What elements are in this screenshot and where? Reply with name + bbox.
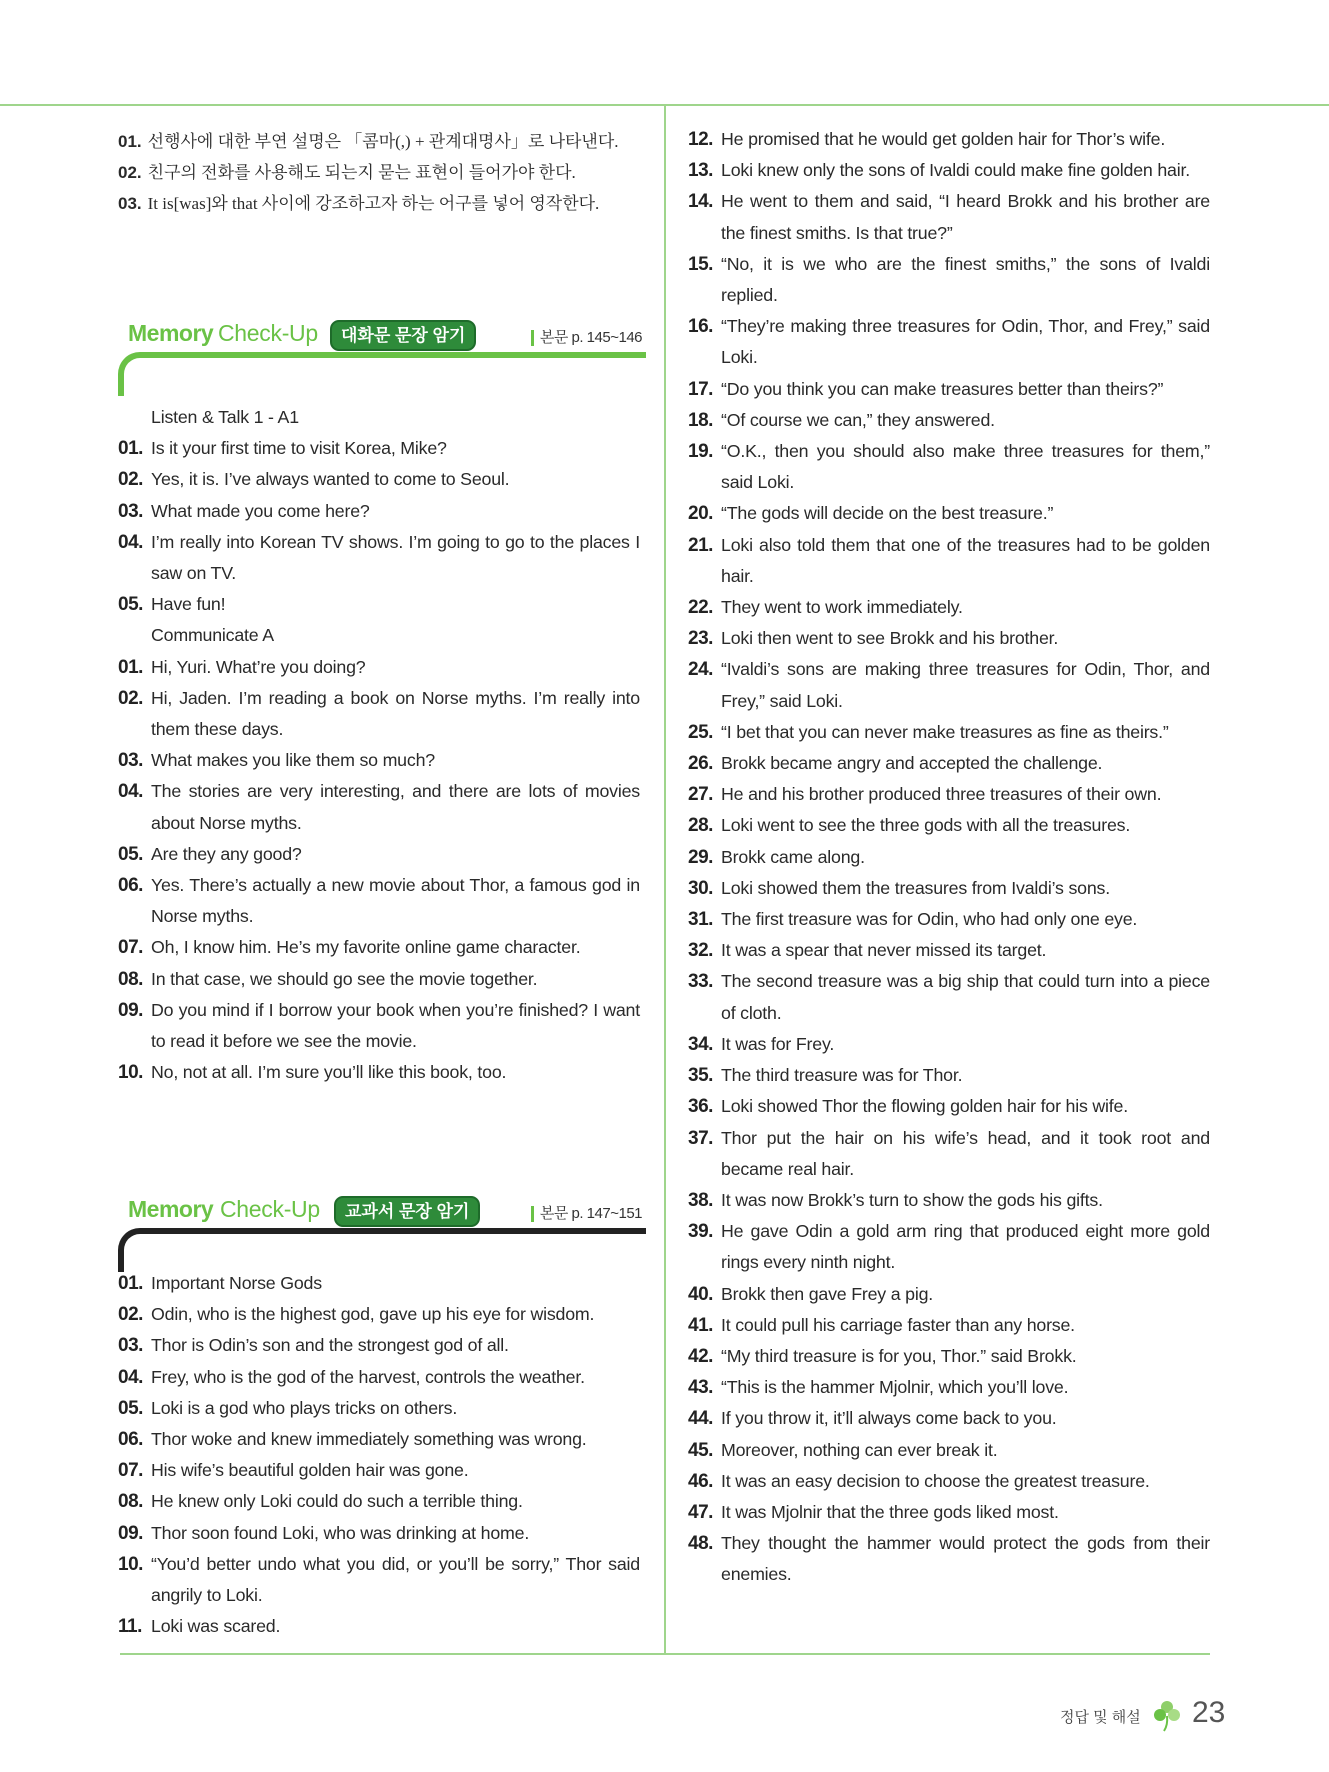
item-text: Odin, who is the highest god, gave up his eye for wisdom. <box>151 1304 595 1325</box>
list-item <box>688 1279 1210 1310</box>
checkup-label: Check-Up <box>220 1196 320 1222</box>
list-item <box>118 464 640 495</box>
item-text: In that case, we should go see the movie together. <box>151 968 538 989</box>
item-text: “My third treasure is for you, Thor.” said Brokk. <box>721 1345 1077 1366</box>
list-item <box>118 1268 640 1299</box>
list-item <box>118 1611 640 1642</box>
list-item <box>688 717 1210 748</box>
list-item <box>118 1393 640 1424</box>
section-header-textbook <box>128 1194 642 1228</box>
list-item <box>118 1330 640 1361</box>
item-number: 02. <box>118 687 143 709</box>
checkup-label: Check-Up <box>218 320 318 346</box>
column-divider <box>664 104 666 1654</box>
item-number: 42. <box>688 1345 713 1367</box>
item-text: It was for Frey. <box>721 1033 835 1054</box>
item-text: Yes. There’s actually a new movie about Thor, a famous god in Norse myths. <box>151 875 640 927</box>
section-header-dialogue <box>128 318 642 352</box>
list-item <box>688 623 1210 654</box>
list-item <box>118 776 640 838</box>
item-text: Loki knew only the sons of Ivaldi could make fine golden hair. <box>721 160 1190 181</box>
item-text: The stories are very interesting, and there are lots of movies about Norse myths. <box>151 781 640 833</box>
list-item <box>688 1123 1210 1185</box>
item-text: It was Mjolnir that the three gods liked most. <box>721 1501 1059 1522</box>
item-text: Loki was scared. <box>151 1616 281 1637</box>
item-text: Have fun! <box>151 594 226 615</box>
list-item <box>118 1486 640 1517</box>
item-number: 35. <box>688 1065 713 1087</box>
item-number: 06. <box>118 875 143 897</box>
item-number: 28. <box>688 815 713 837</box>
list-item <box>688 1185 1210 1216</box>
list-item <box>688 1528 1210 1590</box>
item-text: Loki showed Thor the flowing golden hair for his wife. <box>721 1096 1128 1117</box>
item-text: He and his brother produced three treasures of their own. <box>721 784 1162 805</box>
list-item <box>118 1424 640 1455</box>
item-text: Thor soon found Loki, who was drinking at home. <box>151 1522 530 1543</box>
item-text: Hi, Jaden. I’m reading a book on Norse myths. I’m really into them these days. <box>151 687 640 740</box>
item-text: The second treasure was a big ship that could turn into a piece of cloth. <box>721 971 1210 1023</box>
list-item <box>688 155 1210 186</box>
item-number: 15. <box>688 253 713 275</box>
list-item <box>118 1455 640 1486</box>
item-text: Thor woke and knew immediately something was wrong. <box>151 1429 587 1450</box>
item-number: 32. <box>688 940 713 962</box>
page-reference: 본문 p. 145~146 <box>531 330 642 346</box>
item-number: 03. <box>118 1335 143 1357</box>
list-item <box>688 810 1210 841</box>
item-number: 02. <box>118 469 143 491</box>
list-item <box>118 1362 640 1393</box>
item-text: What makes you like them so much? <box>151 750 435 771</box>
item-number: 09. <box>118 1522 143 1544</box>
list-item <box>118 932 640 963</box>
item-text: Loki then went to see Brokk and his brother. <box>721 628 1059 649</box>
item-text: Loki is a god who plays tricks on others. <box>151 1397 458 1418</box>
list-item <box>688 748 1210 779</box>
item-number: 07. <box>118 1460 143 1482</box>
list-item <box>688 592 1210 623</box>
list-item <box>688 1372 1210 1403</box>
item-number: 39. <box>688 1221 713 1243</box>
page-number: 23 <box>1192 1696 1226 1729</box>
item-text: Loki also told them that one of the treasures had to be golden hair. <box>721 534 1210 586</box>
item-number: 44. <box>688 1408 713 1430</box>
item-text: Frey, who is the god of the harvest, controls the weather. <box>151 1366 585 1387</box>
item-text: Brokk then gave Frey a pig. <box>721 1283 934 1304</box>
list-item <box>688 1091 1210 1122</box>
item-number: 47. <box>688 1501 713 1523</box>
item-number: 03. <box>118 750 143 772</box>
list-item <box>688 1497 1210 1528</box>
item-text: He went to them and said, “I heard Brokk and his brother are the finest smiths. Is that true?” <box>721 191 1210 243</box>
item-text: They went to work immediately. <box>721 597 963 618</box>
note-item: 01. 선행사에 대한 부연 설명은 「콤마(,) + 관계대명사」로 나타낸다. <box>118 132 619 151</box>
item-number: 41. <box>688 1314 713 1336</box>
item-number: 43. <box>688 1377 713 1399</box>
item-number: 46. <box>688 1470 713 1492</box>
item-text: He promised that he would get golden hair for Thor’s wife. <box>721 129 1166 149</box>
item-number: 27. <box>688 784 713 806</box>
item-number: 01. <box>118 656 143 678</box>
item-text: “I bet that you can never make treasures as fine as theirs.” <box>721 721 1169 742</box>
item-text: Moreover, nothing can ever break it. <box>721 1439 998 1460</box>
textbook-sentence-list-continued <box>688 124 1210 1591</box>
list-item <box>118 527 640 589</box>
item-text: He gave Odin a gold arm ring that produced eight more gold rings every ninth night. <box>721 1221 1210 1273</box>
list-item <box>688 1466 1210 1497</box>
item-number: 04. <box>118 1366 143 1388</box>
list-item <box>688 873 1210 904</box>
item-text: “Ivaldi’s sons are making three treasures for Odin, Thor, and Frey,” said Loki. <box>721 659 1210 711</box>
item-number: 16. <box>688 316 713 338</box>
item-number: 03. <box>118 500 143 522</box>
item-number: 01. <box>118 1273 143 1294</box>
item-number: 17. <box>688 378 713 400</box>
item-text: He knew only Loki could do such a terrible thing. <box>151 1491 523 1512</box>
item-text: The third treasure was for Thor. <box>721 1065 963 1086</box>
item-text: His wife’s beautiful golden hair was gone. <box>151 1460 469 1481</box>
item-number: 12. <box>688 129 713 150</box>
item-text: The first treasure was for Odin, who had only one eye. <box>721 909 1138 930</box>
item-text: It could pull his carriage faster than any horse. <box>721 1314 1075 1335</box>
item-text: Communicate A <box>151 625 274 646</box>
page-reference: 본문 p. 147~151 <box>531 1206 642 1222</box>
item-number: 19. <box>688 441 713 463</box>
item-number: 05. <box>118 594 143 616</box>
list-item <box>688 1403 1210 1434</box>
list-item <box>688 1310 1210 1341</box>
item-text: I’m really into Korean TV shows. I’m going to go to the places I saw on TV. <box>151 531 640 584</box>
list-item <box>688 124 1210 155</box>
list-item <box>688 1029 1210 1060</box>
item-number: 06. <box>118 1429 143 1451</box>
item-number: 21. <box>688 534 713 556</box>
dialogue-sentence-list <box>118 402 640 1088</box>
item-number: 34. <box>688 1033 713 1055</box>
item-text: It was now Brokk’s turn to show the gods his gifts. <box>721 1189 1103 1210</box>
item-text: Thor put the hair on his wife’s head, and it took root and became real hair. <box>721 1127 1210 1179</box>
item-number: 48. <box>688 1533 713 1555</box>
item-text: “Do you think you can make treasures better than theirs?” <box>721 378 1164 399</box>
list-item <box>688 311 1210 373</box>
item-number: 08. <box>118 1491 143 1513</box>
item-text: “O.K., then you should also make three treasures for them,” said Loki. <box>721 441 1210 493</box>
item-text: “This is the hammer Mjolnir, which you’ll love. <box>721 1377 1069 1398</box>
list-item <box>118 652 640 683</box>
subsection-title <box>118 402 640 433</box>
bottom-rule <box>120 1653 1210 1655</box>
list-item <box>688 1435 1210 1466</box>
item-number: 14. <box>688 191 713 213</box>
item-number: 25. <box>688 721 713 743</box>
list-item <box>688 1060 1210 1091</box>
item-number: 45. <box>688 1439 713 1461</box>
item-number: 26. <box>688 753 713 775</box>
list-item <box>118 433 640 464</box>
item-number: 20. <box>688 503 713 525</box>
item-text: Listen & Talk 1 - A1 <box>151 407 299 427</box>
item-number: 02. <box>118 1304 143 1326</box>
item-number: 13. <box>688 160 713 182</box>
section-badge: 대화문 문장 암기 <box>330 320 476 351</box>
item-text: “They’re making three treasures for Odin, Thor, and Frey,” said Loki. <box>721 316 1210 368</box>
item-number: 31. <box>688 909 713 931</box>
item-number: 04. <box>118 531 143 553</box>
list-item <box>688 1216 1210 1278</box>
item-text: Loki showed them the treasures from Ivaldi’s sons. <box>721 877 1110 898</box>
item-text: Oh, I know him. He’s my favorite online game character. <box>151 937 581 958</box>
item-text: “The gods will decide on the best treasure.” <box>721 503 1054 524</box>
textbook-sentence-list <box>118 1268 640 1642</box>
list-item <box>688 374 1210 405</box>
list-item <box>118 870 640 932</box>
item-text: It was an easy decision to choose the greatest treasure. <box>721 1470 1150 1491</box>
list-item <box>688 405 1210 436</box>
item-text: Do you mind if I borrow your book when you’re finished? I want to read it before we see the movie. <box>151 999 640 1052</box>
item-number: 07. <box>118 937 143 959</box>
item-text: Yes, it is. I’ve always wanted to come to Seoul. <box>151 469 510 490</box>
list-item <box>688 186 1210 248</box>
list-item <box>688 842 1210 873</box>
item-text: Brokk came along. <box>721 846 865 867</box>
memory-label: Memory <box>128 320 214 346</box>
item-text: Are they any good? <box>151 843 302 864</box>
item-number: 37. <box>688 1127 713 1149</box>
item-number: 40. <box>688 1283 713 1305</box>
item-number: 11. <box>118 1616 142 1638</box>
item-text: “You’d better undo what you did, or you’ll be sorry,” Thor said angrily to Loki. <box>151 1553 640 1606</box>
item-number: 30. <box>688 877 713 899</box>
list-item <box>118 964 640 995</box>
list-item <box>688 654 1210 716</box>
item-text: Important Norse Gods <box>151 1273 322 1293</box>
item-number: 18. <box>688 409 713 431</box>
list-item <box>118 1299 640 1330</box>
item-number: 33. <box>688 971 713 993</box>
item-text: “Of course we can,” they answered. <box>721 409 995 430</box>
subsection-title <box>118 620 640 651</box>
item-number: 36. <box>688 1096 713 1118</box>
item-text: They thought the hammer would protect the gods from their enemies. <box>721 1533 1210 1585</box>
list-item <box>688 1341 1210 1372</box>
list-item <box>118 839 640 870</box>
list-item <box>688 436 1210 498</box>
item-text: Hi, Yuri. What’re you doing? <box>151 656 366 677</box>
item-text: Is it your first time to visit Korea, Mike? <box>151 438 447 459</box>
footer-label: 정답 및 해설 <box>1060 1709 1141 1726</box>
item-text: If you throw it, it’ll always come back to you. <box>721 1408 1057 1429</box>
item-number: 23. <box>688 628 713 650</box>
list-item <box>688 966 1210 1028</box>
item-number: 08. <box>118 968 143 990</box>
clover-icon <box>1152 1698 1182 1737</box>
item-text: Loki went to see the three gods with all the treasures. <box>721 815 1131 836</box>
list-item <box>688 498 1210 529</box>
list-item <box>118 995 640 1057</box>
item-text: Brokk became angry and accepted the challenge. <box>721 753 1103 774</box>
item-number: 01. <box>118 438 143 460</box>
memory-label: Memory <box>128 1196 214 1222</box>
item-number: 22. <box>688 597 713 619</box>
item-number: 04. <box>118 781 143 803</box>
list-item <box>118 589 640 620</box>
section-bracket <box>118 352 646 396</box>
list-item <box>118 683 640 745</box>
list-item <box>118 745 640 776</box>
list-item <box>118 1057 640 1088</box>
answer-notes <box>118 126 658 219</box>
item-text: Thor is Odin’s son and the strongest god of all. <box>151 1335 509 1356</box>
item-number: 29. <box>688 846 713 868</box>
item-text: No, not at all. I’m sure you’ll like this book, too. <box>151 1062 507 1083</box>
list-item <box>118 1549 640 1611</box>
item-text: “No, it is we who are the finest smiths,” the sons of Ivaldi replied. <box>721 253 1210 306</box>
item-text: What made you come here? <box>151 500 370 521</box>
note-item: 03. It is[was]와 that 사이에 강조하고자 하는 어구를 넣어 영작한다. <box>118 194 600 213</box>
note-item: 02. 친구의 전화를 사용해도 되는지 묻는 표현이 들어가야 한다. <box>118 163 576 182</box>
item-number: 38. <box>688 1189 713 1211</box>
list-item <box>118 1518 640 1549</box>
list-item <box>118 496 640 527</box>
section-badge: 교과서 문장 암기 <box>334 1196 480 1227</box>
item-number: 05. <box>118 843 143 865</box>
item-text: It was a spear that never missed its target. <box>721 940 1047 961</box>
list-item <box>688 779 1210 810</box>
list-item <box>688 530 1210 592</box>
item-number: 09. <box>118 999 143 1021</box>
item-number: 10. <box>118 1062 143 1084</box>
list-item <box>688 935 1210 966</box>
list-item <box>688 904 1210 935</box>
item-number: 10. <box>118 1553 143 1575</box>
item-number: 24. <box>688 659 713 681</box>
section-bracket <box>118 1228 646 1272</box>
list-item <box>688 249 1210 311</box>
item-number: 05. <box>118 1397 143 1419</box>
